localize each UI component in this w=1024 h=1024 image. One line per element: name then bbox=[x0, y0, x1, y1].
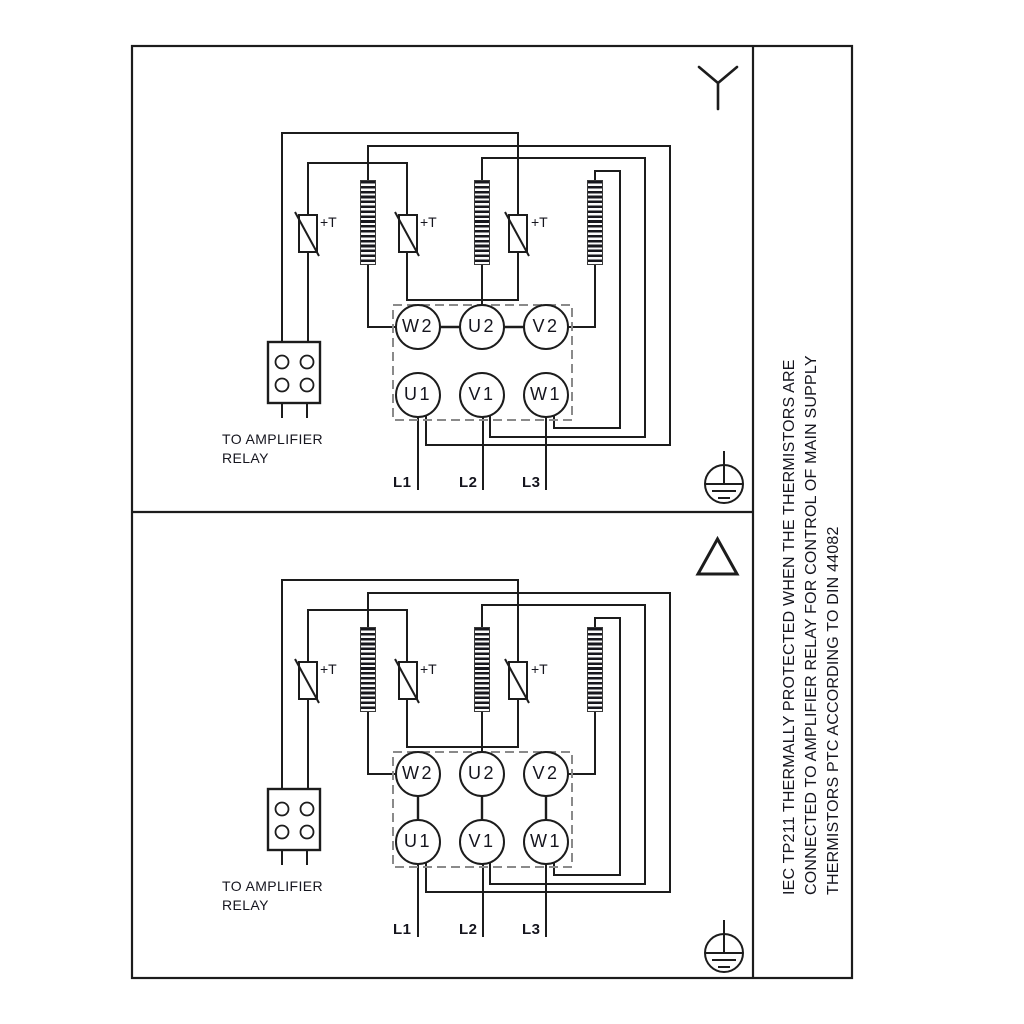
side-note-line: IEC TP211 THERMALLY PROTECTED WHEN THE THERMISTORS ARE bbox=[781, 359, 798, 895]
motor-winding-coil bbox=[587, 627, 603, 712]
terminal-label-u2: U2 bbox=[467, 316, 496, 336]
thermistor-label: +T bbox=[420, 214, 437, 230]
relay-caption-line1: TO AMPLIFIER bbox=[222, 431, 324, 447]
terminal-label-v1: V1 bbox=[468, 831, 496, 851]
relay-caption-line2: RELAY bbox=[222, 450, 269, 466]
terminal-label-v2: V2 bbox=[532, 763, 560, 783]
supply-label-l3: L3 bbox=[522, 921, 541, 938]
thermistor-label: +T bbox=[420, 661, 437, 677]
side-note-line: THERMISTORS PTC ACCORDING TO DIN 44082 bbox=[825, 526, 842, 895]
motor-winding-coil bbox=[360, 180, 376, 265]
motor-winding-coil bbox=[474, 627, 490, 712]
motor-winding-coil bbox=[360, 627, 376, 712]
side-note-line: CONNECTED TO AMPLIFIER RELAY FOR CONTROL OF MAIN SUPPLY bbox=[803, 355, 820, 895]
supply-label-l3: L3 bbox=[522, 474, 541, 491]
supply-label-l1: L1 bbox=[393, 921, 412, 938]
terminal-label-v2: V2 bbox=[532, 316, 560, 336]
thermistor-label: +T bbox=[531, 661, 548, 677]
motor-winding-coil bbox=[587, 180, 603, 265]
relay-terminal-box bbox=[268, 789, 320, 850]
thermistor-label: +T bbox=[320, 661, 337, 677]
supply-label-l1: L1 bbox=[393, 474, 412, 491]
terminal-label-u1: U1 bbox=[403, 831, 432, 851]
supply-label-l2: L2 bbox=[459, 474, 478, 491]
terminal-label-w2: W2 bbox=[402, 316, 434, 336]
star-connection-icon bbox=[699, 67, 737, 109]
relay-caption-line2: RELAY bbox=[222, 897, 269, 913]
delta-panel-linework bbox=[268, 539, 743, 972]
motor-winding-coil bbox=[474, 180, 490, 265]
earth-ground-icon bbox=[705, 920, 743, 972]
terminal-label-u1: U1 bbox=[403, 384, 432, 404]
terminal-label-w1: W1 bbox=[530, 384, 562, 404]
thermistor-label: +T bbox=[531, 214, 548, 230]
thermistor-label: +T bbox=[320, 214, 337, 230]
supply-label-l2: L2 bbox=[459, 921, 478, 938]
terminal-label-w2: W2 bbox=[402, 763, 434, 783]
terminal-label-u2: U2 bbox=[467, 763, 496, 783]
earth-ground-icon bbox=[705, 451, 743, 503]
terminal-label-w1: W1 bbox=[530, 831, 562, 851]
delta-connection-icon bbox=[698, 539, 737, 574]
terminal-label-v1: V1 bbox=[468, 384, 496, 404]
star-panel-linework bbox=[268, 67, 743, 503]
delta-bridge-links bbox=[418, 796, 546, 820]
relay-terminal-box bbox=[268, 342, 320, 403]
side-note bbox=[779, 335, 845, 895]
relay-caption-line1: TO AMPLIFIER bbox=[222, 878, 324, 894]
